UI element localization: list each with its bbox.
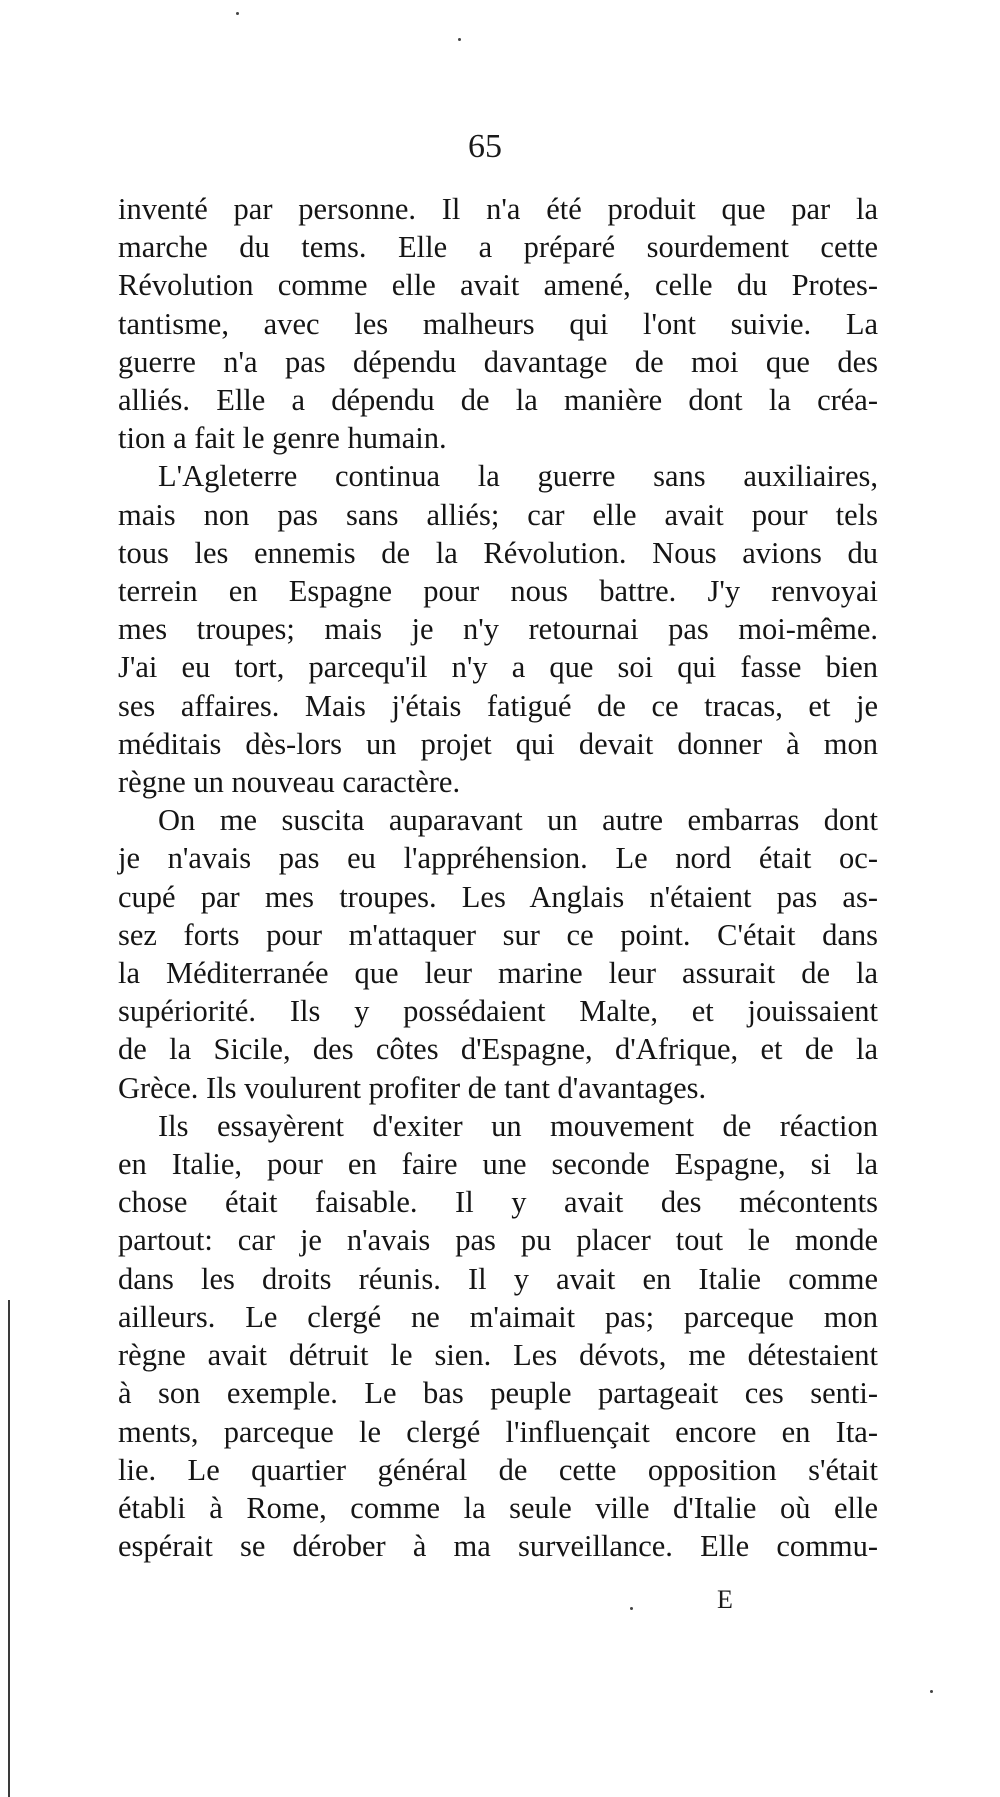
text-line: partout: car je n'avais pas pu placer tout le monde (118, 1223, 878, 1258)
text-line: Ils essayèrent d'exiter un mouvement de réaction (158, 1108, 878, 1143)
text-line: L'Agleterre continua la guerre sans auxiliaires, (158, 459, 878, 494)
text-line: cupé par mes troupes. Les Anglais n'étaient pas as- (118, 879, 878, 914)
text-line: Révolution comme elle avait amené, celle du Protes- (118, 268, 878, 303)
text-line: inventé par personne. Il n'a été produit que par la (118, 192, 878, 226)
scan-speck (930, 1690, 933, 1693)
text-line: je n'avais pas eu l'appréhension. Le nord était oc- (118, 841, 878, 876)
scan-edge-line (8, 1300, 10, 1797)
text-line: règne avait détruit le sien. Les dévots, me détestaient (118, 1338, 878, 1373)
text-line: la Méditerranée que leur marine leur assurait de la (118, 956, 878, 991)
text-line: J'ai eu tort, parcequ'il n'y a que soi qui fasse bien (118, 650, 878, 685)
text-line: lie. Le quartier général de cette opposition s'était (118, 1452, 878, 1487)
text-line: terrein en Espagne pour nous battre. J'y renvoyai (118, 574, 878, 609)
signature-mark: E (717, 1585, 733, 1614)
text-line: alliés. Elle a dépendu de la manière dont la créa- (118, 383, 878, 418)
text-line: à son exemple. Le bas peuple partageait ces senti- (118, 1376, 878, 1411)
text-line: On me suscita auparavant un autre embarras dont (158, 803, 878, 838)
text-line: marche du tems. Elle a préparé sourdement cette (118, 230, 878, 265)
scan-speck (458, 38, 461, 41)
text-line: espérait se dérober à ma surveillance. Elle commu- (118, 1529, 878, 1564)
paragraph-1 (118, 190, 878, 457)
text-line: de la Sicile, des côtes d'Espagne, d'Afrique, et de la (118, 1032, 878, 1067)
text-line: ailleurs. Le clergé ne m'aimait pas; parceque mon (118, 1299, 878, 1334)
text-line: tous les ennemis de la Révolution. Nous avions du (118, 535, 878, 570)
text-line: établi à Rome, comme la seule ville d'Italie où elle (118, 1490, 878, 1525)
text-line: méditais dès-lors un projet qui devait donner à mon (118, 726, 878, 761)
text-line: chose était faisable. Il y avait des mécontents (118, 1185, 878, 1220)
text-line: dans les droits réunis. Il y avait en Italie comme (118, 1261, 878, 1296)
text-line: Grèce. Ils voulurent profiter de tant d'avantages. (118, 1070, 707, 1105)
body-text (118, 190, 878, 1565)
text-line: tion a fait le genre humain. (118, 421, 447, 456)
page-number: 65 (468, 128, 502, 165)
paragraph-2 (118, 457, 878, 801)
text-line: sez forts pour m'attaquer sur ce point. C'était dans (118, 917, 878, 952)
text-line: mais non pas sans alliés; car elle avait pour tels (118, 497, 878, 532)
text-line: en Italie, pour en faire une seconde Espagne, si la (118, 1147, 878, 1182)
text-line: tantisme, avec les malheurs qui l'ont suivie. La (118, 306, 878, 341)
scan-speck (236, 12, 239, 15)
text-line: mes troupes; mais je n'y retournai pas moi-même. (118, 612, 878, 647)
scan-speck (630, 1607, 633, 1610)
paragraph-3 (118, 801, 878, 1107)
text-line: règne un nouveau caractère. (118, 765, 461, 800)
text-line: guerre n'a pas dépendu davantage de moi que des (118, 344, 878, 379)
text-line: supériorité. Ils y possédaient Malte, et jouissaient (118, 994, 878, 1029)
paragraph-4 (118, 1107, 878, 1565)
text-line: ses affaires. Mais j'étais fatigué de ce tracas, et je (118, 688, 878, 723)
text-line: ments, parceque le clergé l'influençait encore en Ita- (118, 1414, 878, 1449)
